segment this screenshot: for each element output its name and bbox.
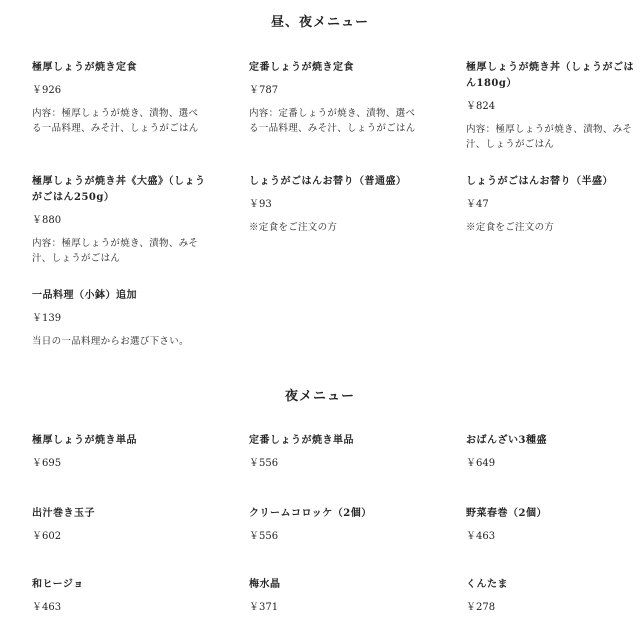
item-name: 極厚しょうが焼き単品 [32, 435, 137, 446]
menu-item [249, 174, 424, 235]
item-price: ￥139 [32, 313, 62, 324]
item-name: 野菜春巻（2個） [466, 508, 547, 519]
item-name: 極厚しょうが焼き丼《大盛》（しょうがごはん250g） [32, 176, 206, 203]
menu-item [32, 577, 207, 615]
menu-item [32, 174, 207, 266]
item-name: 定番しょうが焼き単品 [249, 435, 354, 446]
item-name: おばんざい3種盛 [466, 435, 547, 446]
menu-item [466, 60, 640, 152]
item-price: ￥824 [466, 101, 496, 112]
item-name: しょうがごはんお替り（半盛） [466, 176, 613, 187]
menu-item [466, 506, 640, 544]
item-name: 極厚しょうが焼き丼（しょうがごはん180g） [466, 62, 634, 89]
menu-item [466, 174, 640, 235]
item-name: クリームコロッケ（2個） [249, 508, 372, 519]
item-price: ￥371 [249, 602, 279, 613]
item-name: 一品料理（小鉢）追加 [32, 290, 137, 301]
section-title-dinner: 夜メニュー [284, 389, 355, 404]
menu-item [32, 288, 207, 349]
menu-item [32, 506, 207, 544]
item-price: ￥602 [32, 531, 62, 542]
item-price: ￥463 [466, 531, 496, 542]
item-description: 内容：極厚しょうが焼き、漬物、みそ汁、しょうがごはん [466, 124, 633, 150]
item-name: 定番しょうが焼き定食 [249, 62, 354, 73]
item-price: ￥93 [249, 199, 272, 210]
item-price: ￥278 [466, 602, 496, 613]
item-price: ￥556 [249, 458, 279, 469]
item-name: 和ヒージョ [32, 579, 84, 590]
menu-item [249, 577, 424, 615]
item-price: ￥880 [32, 215, 62, 226]
item-price: ￥47 [466, 199, 489, 210]
item-price: ￥649 [466, 458, 496, 469]
menu-item [32, 433, 207, 471]
menu-item [249, 506, 424, 544]
item-price: ￥556 [249, 531, 279, 542]
item-price: ￥787 [249, 85, 279, 96]
item-price: ￥463 [32, 602, 62, 613]
item-name: しょうがごはんお替り（普通盛） [249, 176, 407, 187]
item-name: 出汁巻き玉子 [32, 508, 95, 519]
item-name: 梅水晶 [249, 579, 281, 590]
item-name: くんたま [466, 579, 508, 590]
item-description: ※定食をご注文の方 [466, 222, 555, 233]
item-description: 当日の一品料理からお選び下さい。 [32, 336, 189, 347]
item-description: ※定食をご注文の方 [249, 222, 338, 233]
item-description: 内容：極厚しょうが焼き、漬物、みそ汁、しょうがごはん [32, 238, 199, 264]
menu-item [466, 433, 640, 471]
item-name: 極厚しょうが焼き定食 [32, 62, 137, 73]
item-price: ￥695 [32, 458, 62, 469]
item-description: 内容：極厚しょうが焼き、漬物、選べる一品料理、みそ汁、しょうがごはん [32, 108, 199, 134]
item-description: 内容：定番しょうが焼き、漬物、選べる一品料理、みそ汁、しょうがごはん [249, 108, 416, 134]
menu-item [466, 577, 640, 615]
section-title-lunch-dinner: 昼、夜メニュー [270, 15, 369, 30]
item-price: ￥926 [32, 85, 62, 96]
menu-item [249, 433, 424, 471]
menu-item [32, 60, 207, 136]
menu-item [249, 60, 424, 136]
